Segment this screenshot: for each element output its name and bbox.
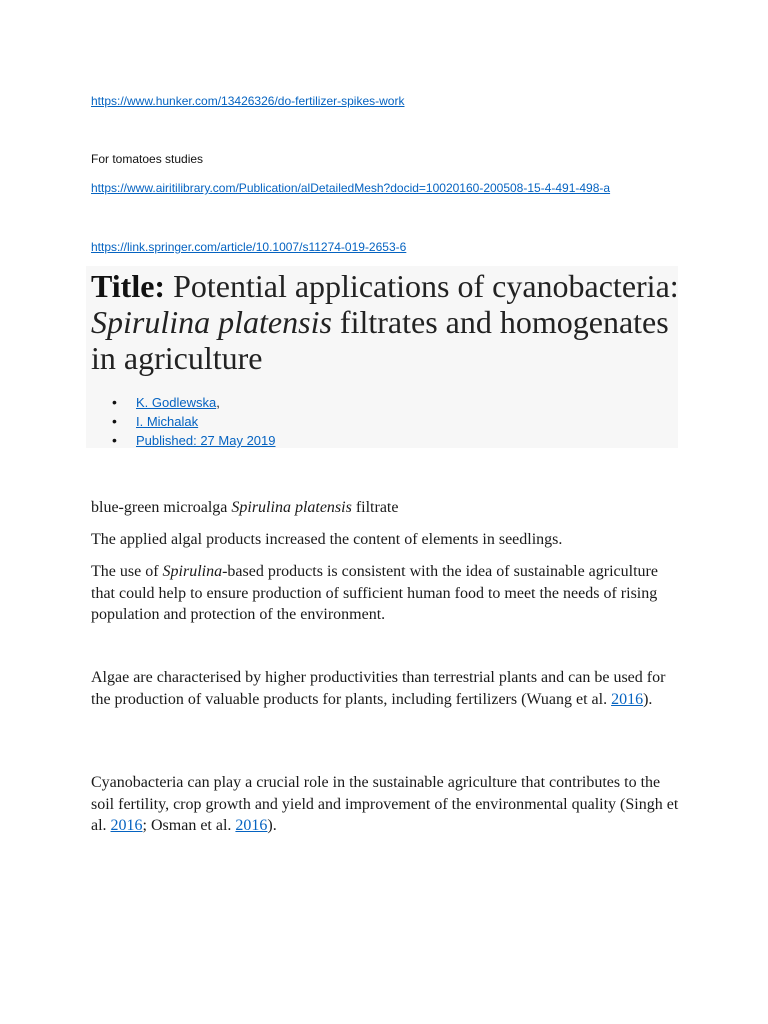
- p1-pre: blue-green microalga: [91, 499, 232, 516]
- paragraph-algae: [91, 667, 681, 710]
- paragraph-filtrate: [91, 497, 681, 519]
- author-link-michalak[interactable]: I. Michalak: [136, 414, 199, 429]
- title-label: Title:: [91, 268, 166, 304]
- p5-mid: ; Osman et al.: [142, 817, 236, 834]
- paragraph-seedlings: The applied algal products increased the content of elements in seedlings.: [91, 531, 563, 548]
- title-italic: Spirulina platensis: [91, 304, 332, 340]
- author-list: [112, 393, 275, 450]
- ref-singh-2016[interactable]: 2016: [110, 817, 143, 834]
- author-link-godlewska[interactable]: K. Godlewska: [136, 395, 217, 410]
- tomatoes-note: For tomatoes studies: [91, 152, 204, 166]
- title-part1: Potential applications of cyanobacteria:: [165, 268, 679, 304]
- author-suffix: ,: [216, 395, 220, 410]
- ref-wuang-2016[interactable]: 2016: [611, 690, 644, 708]
- springer-link[interactable]: https://link.springer.com/article/10.1007/s11274-019-2653-6: [91, 240, 407, 254]
- author-item: [112, 393, 275, 412]
- published-item: [112, 431, 275, 450]
- p4-pre: Algae are characterised by higher productivities than terrestrial plants and can be used for the production of valuable products for plants, including fertilizers (Wuang et al.: [91, 669, 666, 708]
- author-item: [112, 412, 275, 431]
- article-title: [91, 268, 681, 376]
- p3-pre: The use of: [91, 563, 163, 580]
- paragraph-cyanobacteria: [91, 772, 681, 837]
- p1-italic: Spirulina platensis: [231, 499, 352, 516]
- title-part2: filtrates and homogenates in agriculture: [91, 304, 669, 376]
- published-date-link[interactable]: Published: 27 May 2019: [136, 433, 276, 448]
- paragraph-sustainable: [91, 561, 681, 626]
- p5-pre: Cyanobacteria can play a crucial role in the sustainable agriculture that contributes to the soil fertility, crop growth and yield and improvement of the environmental quality (Singh et al.: [91, 774, 679, 834]
- ref-osman-2016[interactable]: 2016: [235, 817, 268, 834]
- p5-post: ).: [267, 817, 277, 834]
- p3-italic: Spirulina: [162, 563, 223, 580]
- p4-post: ).: [643, 690, 653, 708]
- p1-post: filtrate: [351, 499, 399, 516]
- p3-post: -based products is consistent with the idea of sustainable agriculture that could help to ensure production of sufficient human food to meet the needs of rising population and protection of the environment.: [91, 563, 658, 623]
- hunker-link[interactable]: https://www.hunker.com/13426326/do-fertilizer-spikes-work: [91, 94, 405, 108]
- airiti-link[interactable]: https://www.airitilibrary.com/Publication/alDetailedMesh?docid=10020160-200508-15-4-491-498-a: [91, 181, 611, 195]
